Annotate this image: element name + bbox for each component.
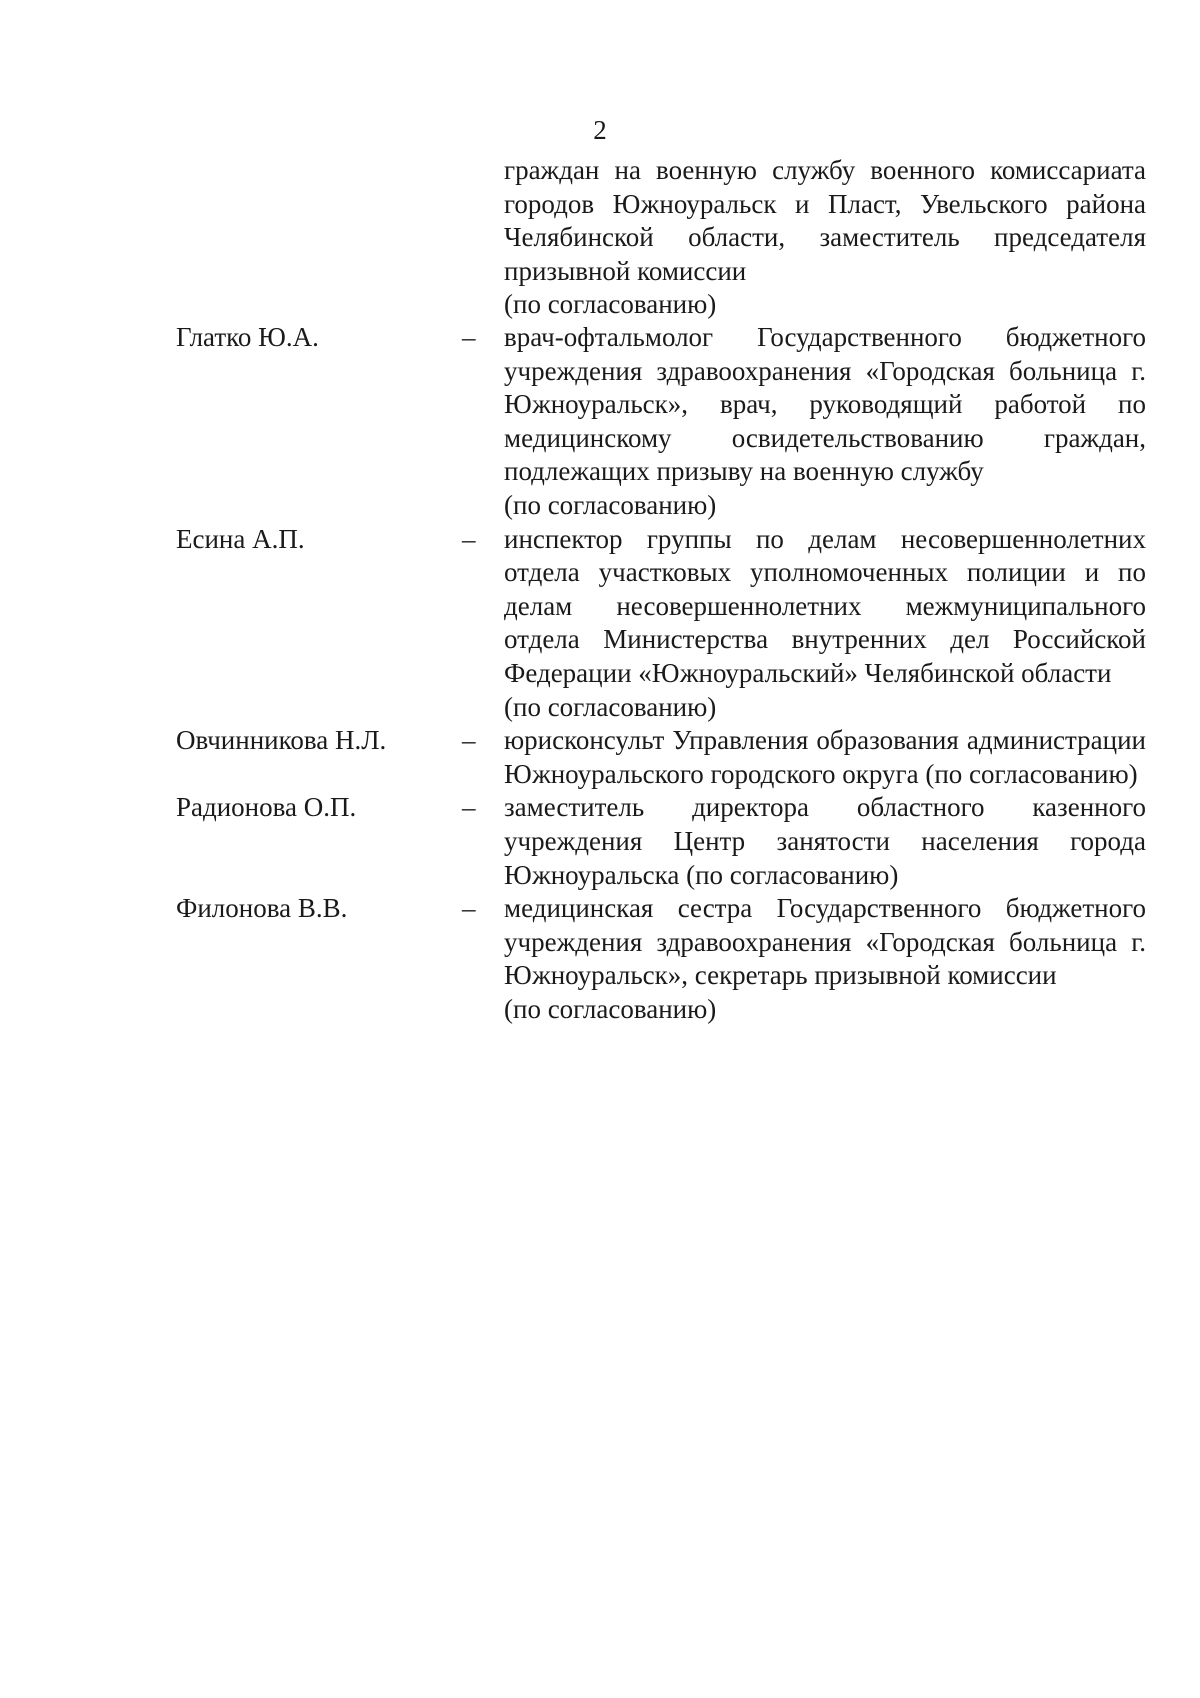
continuation-text: граждан на военную службу военного комиссариата городов Южноуральск и Пласт, Увельского района Челябинской области, заместитель председателя призывной комиссии <box>504 155 1146 286</box>
member-description: заместитель директора областного казенного учреждения Центр занятости населения города Южноуральска (по согласованию) <box>504 792 1146 890</box>
member-description: врач-офтальмолог Государственного бюджетного учреждения здравоохранения «Городская больница г. Южноуральск», врач, руководящий работой по медицинскому освидетельствованию граждан, подлежащих призыву на военную службу <box>504 322 1146 487</box>
member-row <box>0 523 1200 725</box>
member-list <box>0 321 1200 1026</box>
member-row <box>0 892 1200 1026</box>
member-row <box>0 321 1200 523</box>
member-row <box>0 791 1200 892</box>
member-dash: – <box>462 893 476 924</box>
member-name: Глатко Ю.А. <box>176 322 319 352</box>
continuation-tail: (по согласованию) <box>504 289 717 320</box>
member-description: юрисконсульт Управления образования администрации Южноуральского городского округа (по согласованию) <box>504 725 1146 789</box>
member-tail: (по согласованию) <box>504 993 717 1024</box>
member-name: Овчинникова Н.Л. <box>176 725 387 756</box>
member-dash: – <box>462 725 476 756</box>
member-dash: – <box>462 322 476 352</box>
continuation-block <box>504 154 1146 322</box>
member-tail: (по согласованию) <box>504 489 717 520</box>
member-row <box>0 724 1200 791</box>
member-dash: – <box>462 523 476 554</box>
page-number: 2 <box>593 115 607 145</box>
member-description: инспектор группы по делам несовершеннолетних отдела участковых уполномоченных полиции и по делам несовершеннолетних межмуниципального отдела Министерства внутренних дел Российской Федерации «Южноуральский» Челябинской области <box>504 523 1146 688</box>
member-tail: (по согласованию) <box>504 691 717 722</box>
member-name: Филонова В.В. <box>176 893 348 924</box>
member-name: Радионова О.П. <box>176 792 357 823</box>
member-dash: – <box>462 792 476 823</box>
member-name: Есина А.П. <box>176 523 305 554</box>
member-description: медицинская сестра Государственного бюджетного учреждения здравоохранения «Городская больница г. Южноуральск», секретарь призывной комиссии <box>504 893 1146 991</box>
